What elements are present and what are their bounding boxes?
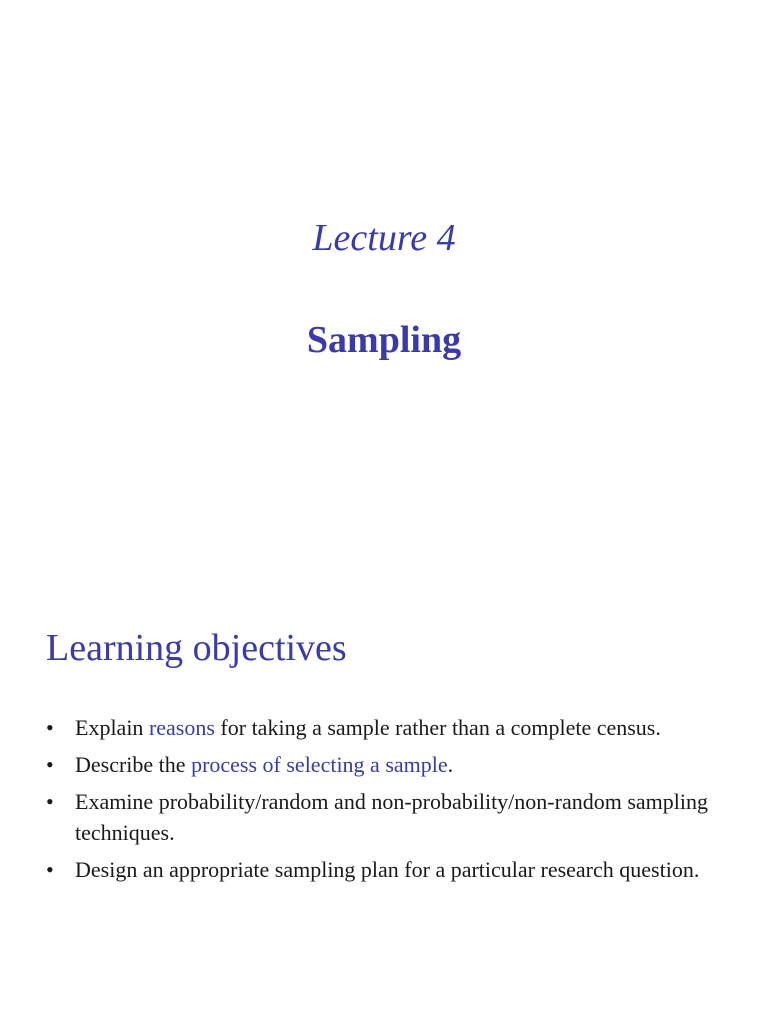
objective-text: Design an appropriate sampling plan for a particular research question. [75, 857, 700, 882]
objectives-heading: Learning objectives [46, 627, 347, 669]
objective-text: for taking a sample rather than a complete census. [214, 715, 661, 740]
objective-item [46, 854, 736, 885]
objective-item [46, 712, 736, 743]
objective-text: Explain [75, 715, 149, 740]
bullet-icon: • [46, 752, 54, 777]
objectives-slide [0, 512, 768, 1024]
objective-item [46, 786, 736, 848]
objective-text: Describe the [75, 752, 192, 777]
bullet-icon: • [46, 715, 54, 740]
lecture-title: Sampling [306, 319, 462, 361]
objective-highlight: process of selecting a sample [191, 752, 448, 777]
objectives-list [46, 712, 736, 891]
lecture-number: Lecture 4 [312, 217, 456, 259]
objective-text: Examine probability/random and non-probability/non-random sampling techniques. [75, 789, 708, 845]
objective-text: . [447, 752, 454, 777]
bullet-icon: • [46, 857, 54, 882]
objective-item [46, 749, 736, 780]
bullet-icon: • [46, 789, 54, 814]
objective-highlight: reasons [148, 715, 215, 740]
